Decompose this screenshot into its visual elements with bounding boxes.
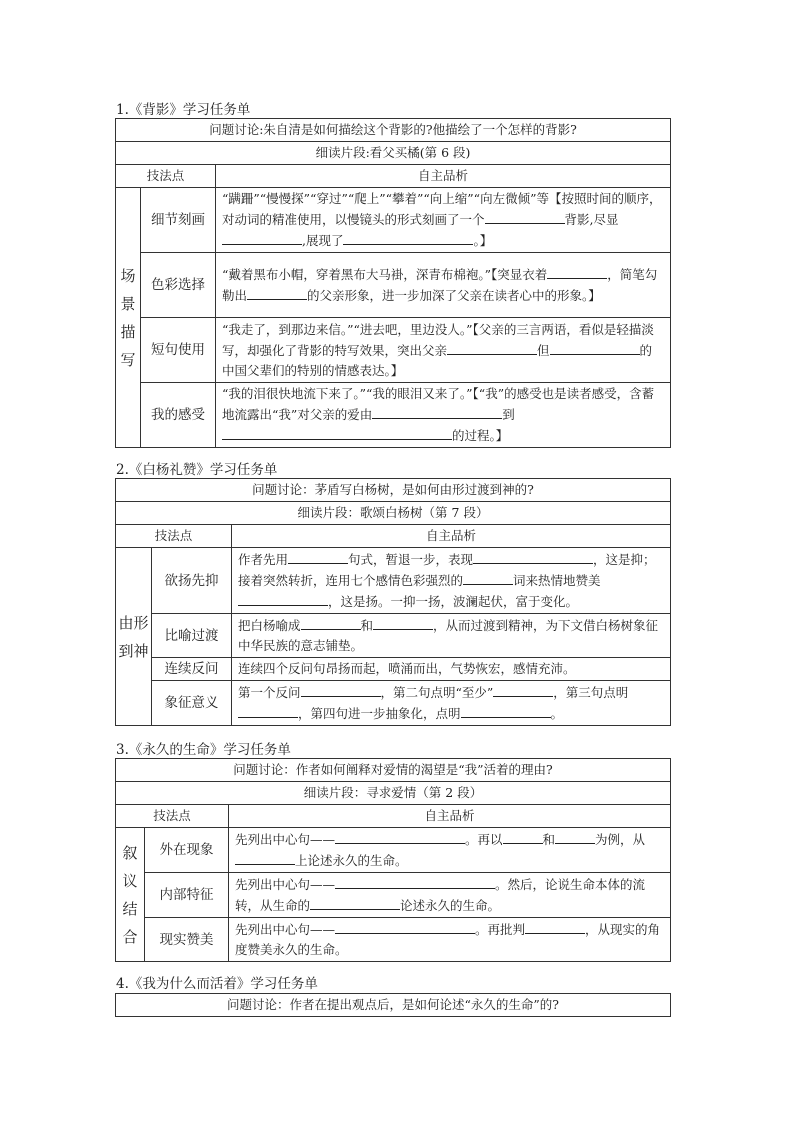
reading-cell: 细读片段：寻求爱情（第 2 段） [116,782,671,805]
header-technique: 技法点 [116,165,216,188]
analysis-text: 上论述永久的生命。 [295,853,408,868]
answer-blank[interactable] [343,230,473,245]
analysis-text: 。】 [473,233,493,248]
question-cell: 问题讨论:朱自清是如何描绘这个背影的?他描绘了一个怎样的背影? [116,119,671,142]
analysis-text: 。 [550,706,564,721]
answer-blank[interactable] [473,549,593,564]
analysis-text: 句式，暂退一步，表现 [348,552,474,567]
answer-blank[interactable] [525,919,585,934]
analysis-text: ，第二句点明“至少” [380,685,494,700]
question-cell: 问题讨论：茅盾写白杨树，是如何由形过渡到神的? [116,479,671,502]
question-cell: 问题讨论：作者如何阐释对爱情的渴望是“我”活着的理由? [116,759,671,782]
task-table-1 [115,118,671,448]
section-2-title: 2.《白杨礼赞》学习任务单 [116,462,278,478]
header-technique: 技法点 [116,805,229,828]
analysis-cell [232,548,671,614]
analysis-text: 的过程。】 [452,428,509,443]
analysis-text: 和 [360,618,374,633]
technique-label: 象征意义 [152,681,232,726]
answer-blank[interactable] [301,682,381,697]
analysis-text: 为例，从 [595,832,646,847]
analysis-cell [232,681,671,726]
answer-blank[interactable] [493,682,553,697]
technique-label: 外在现象 [145,828,229,873]
technique-label: 色彩选择 [141,253,216,318]
analysis-text: ，这是抑；接着突然转折，连用七个感情色彩强烈的 [238,552,656,588]
analysis-text: “我走了，到那边来信。”“进去吧，里边没人。”【父亲的三言两语，看似是轻描淡写，却强化了背影的特写效果，突出父亲 [222,321,654,358]
analysis-text: 第一个反问 [238,685,301,700]
group-label: 叙议结合 [116,828,145,962]
analysis-text: 先列出中心句—— [235,922,336,937]
answer-blank[interactable] [372,404,502,419]
analysis-text: 。然后，论说生命本体的流转，从生命的 [235,877,646,913]
analysis-text: 和 [542,832,556,847]
answer-blank[interactable] [547,264,607,279]
technique-label: 细节刻画 [141,188,216,253]
technique-label: 比喻过渡 [152,614,232,658]
technique-label: 欲扬先抑 [152,548,232,614]
technique-label: 内部特征 [145,873,229,918]
analysis-text: ，简笔勾勒出 [222,267,658,303]
answer-blank[interactable] [461,703,551,718]
analysis-text: 的父亲形象，进一步加深了父亲在读者心中的形象。】 [307,288,601,303]
analysis-text: 作者先用 [238,552,289,567]
answer-blank[interactable] [247,285,307,300]
answer-blank[interactable] [238,591,328,606]
analysis-text: 词来热情地赞美 [513,573,601,588]
answer-blank[interactable] [485,209,565,224]
analysis-cell: 连续四个反问句昂扬而起，喷涌而出，气势恢宏，感情充沛。 [232,658,671,681]
analysis-cell [229,873,671,918]
analysis-text: 论述永久的生命。 [400,898,501,913]
analysis-text: 的中国父辈们的特别的情感表达。】 [222,342,653,378]
reading-cell: 细读片段：歌颂白杨树（第 7 段） [116,502,671,525]
analysis-text: 。再批判 [475,922,526,937]
header-analysis: 自主品析 [232,525,671,548]
answer-blank[interactable] [463,570,513,585]
header-analysis: 自主品析 [229,805,671,828]
analysis-cell [229,828,671,873]
technique-label: 连续反问 [152,658,232,681]
analysis-text: ，这是扬。一抑一扬，波澜起伏，富于变化。 [328,594,579,609]
answer-blank[interactable] [503,829,543,844]
analysis-text: 。再以 [465,832,503,847]
group-label: 场景描写 [116,188,141,448]
section-1-title: 1.《背影》学习任务单 [116,102,251,118]
task-table-3 [115,758,671,962]
analysis-cell [216,383,671,448]
answer-blank[interactable] [222,230,302,245]
section-3-title: 3.《永久的生命》学习任务单 [116,742,291,758]
answer-blank[interactable] [222,425,452,440]
analysis-text: ，从而过渡到精神，为下文借白杨树象征中华民族的意志铺垫。 [238,618,659,653]
analysis-cell [216,188,671,253]
answer-blank[interactable] [235,850,295,865]
technique-label: 现实赞美 [145,918,229,962]
header-technique: 技法点 [116,525,232,548]
technique-label: 我的感受 [141,383,216,448]
answer-blank[interactable] [288,549,348,564]
task-table-4 [115,993,671,1017]
section-4-title: 4.《我为什么而活着》学习任务单 [116,976,318,992]
answer-blank[interactable] [335,874,495,889]
task-table-2 [115,478,671,726]
answer-blank[interactable] [238,703,298,718]
header-analysis: 自主品析 [216,165,671,188]
analysis-text: 先列出中心句—— [235,877,336,892]
answer-blank[interactable] [301,615,361,630]
analysis-text: ，第四句进一步抽象化，点明 [298,706,461,721]
answer-blank[interactable] [335,919,475,934]
analysis-cell [216,318,671,383]
analysis-cell [229,918,671,962]
analysis-text: 到 [502,407,515,422]
answer-blank[interactable] [335,829,465,844]
answer-blank[interactable] [555,829,595,844]
analysis-text: ，第三句点明 [553,685,629,700]
analysis-text: “戴着黑布小帽，穿着黑布大马褂，深青布棉袍。”【突显衣着 [222,267,548,282]
technique-label: 短句使用 [141,318,216,383]
analysis-text: 先列出中心句—— [235,832,336,847]
analysis-text: 但 [537,342,550,358]
analysis-text: 把白杨喻成 [238,618,301,633]
question-cell: 问题讨论：作者在提出观点后，是如何论述“永久的生命”的? [116,994,671,1017]
answer-blank[interactable] [310,895,400,910]
analysis-text: 背影,尽显 [564,212,619,227]
answer-blank[interactable] [550,340,640,355]
analysis-text: “我的泪很快地流下来了。”“我的眼泪又来了。”【“我”的感受也是读者感受，含蓄地流露出“我”对父亲的爱由 [222,386,655,422]
group-label: 由形到神 [116,548,152,726]
analysis-text: ,展现了 [302,233,344,248]
analysis-text: “蹒跚”“慢慢探”“穿过”“爬上”“攀着”“向上缩”“向左微倾”等【按照时间的顺序，对动词的精准使用，以慢镜头的形式刻画了一个 [222,191,662,227]
answer-blank[interactable] [373,615,433,630]
analysis-cell [216,253,671,318]
reading-cell: 细读片段:看父买橘(第 6 段) [116,142,671,165]
answer-blank[interactable] [447,340,537,355]
analysis-text: ，从现实的角度赞美永久的生命。 [235,922,661,957]
analysis-cell [232,614,671,658]
